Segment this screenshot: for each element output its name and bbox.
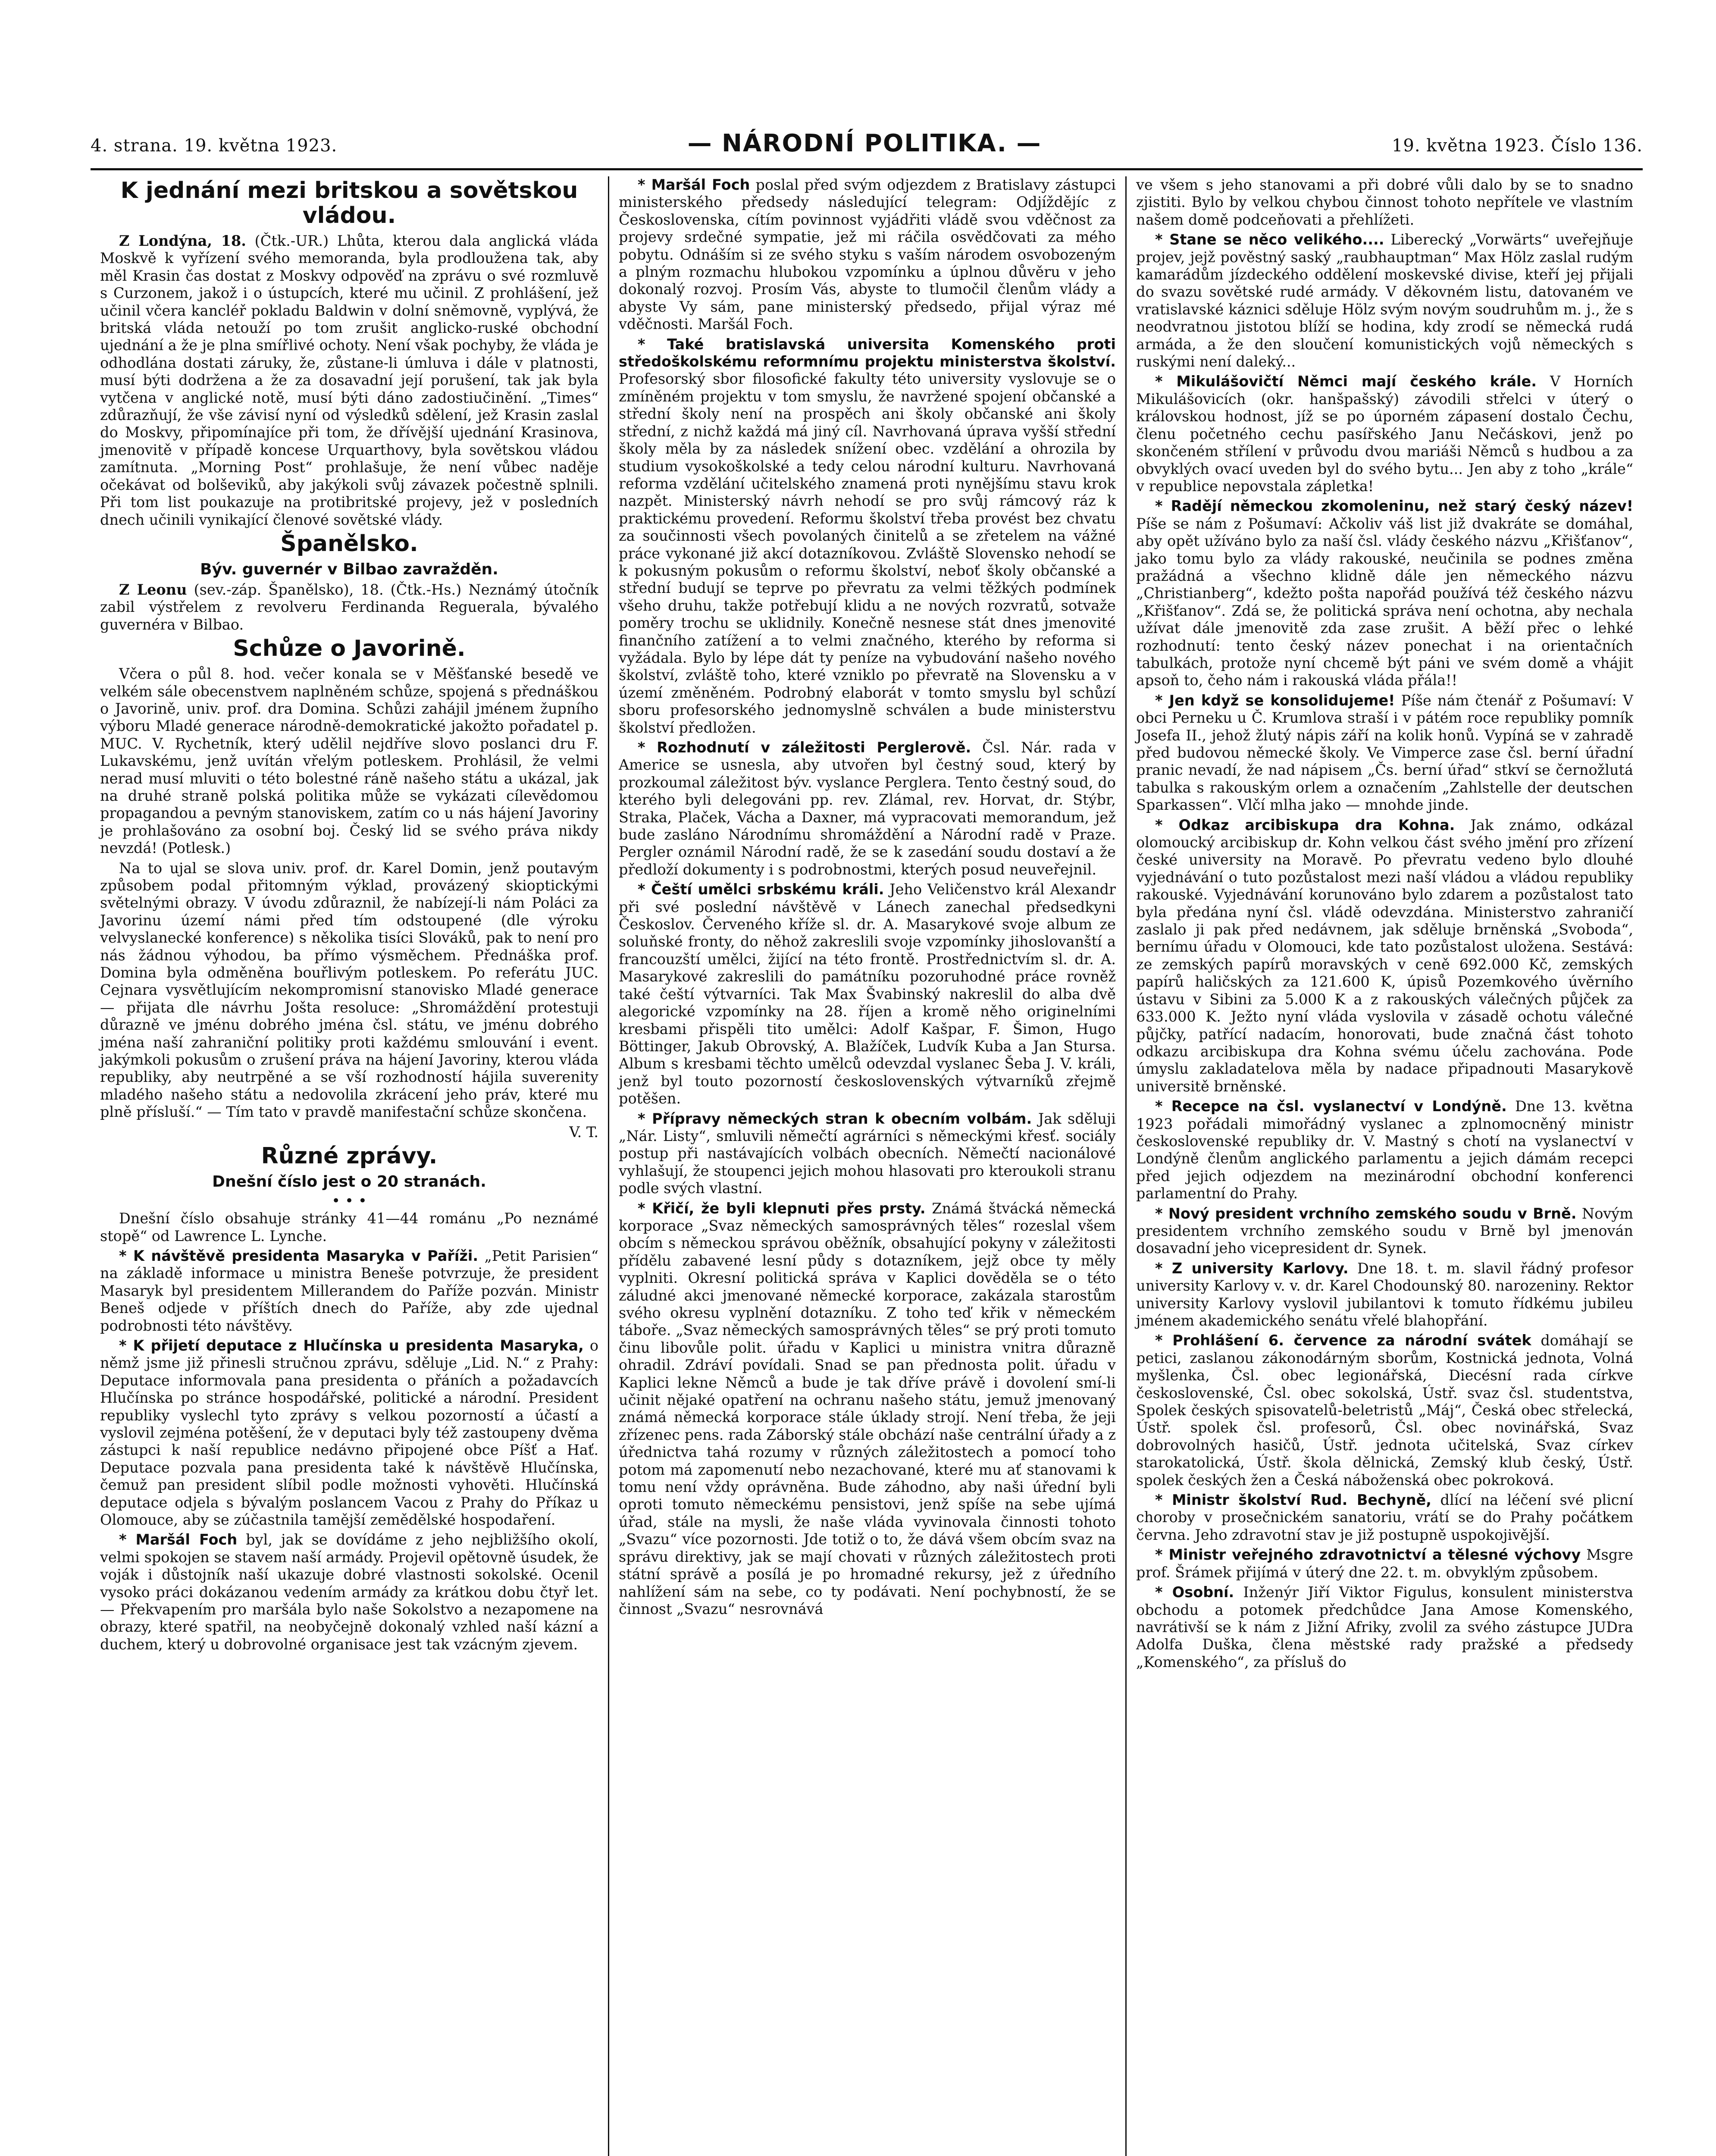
news-item-head: * Nový president vrchního zemského soudu v Brně. [1155,1205,1577,1222]
signature-text: V. T. [569,1123,598,1141]
article-paragraph: Na to ujal se slova univ. prof. dr. Karel Domin, jenž poutavým způsobem podal přitomným výklad, provázený skioptickými světelnými obrazy. V úvodu zdůraznil, že nabízejí-li nám Poláci za Javorinu území námi před tím odstoupené (dle výroku velvyslanecké konference) s několika tisíci Slováků, pak to není pro nás žádnou výhodou, ba přímo výsměchem. Přednáška prof. Domina byla odměněna bouřlivým potleskem. Po referátu JUC. Cejnara vysvětlujícím nekompromisní stanovisko Mladé generace — přijata dle návrhu Jošta resoluce: „Shromáždění protestuji důrazně ve jménu dobrého jména čsl. státu, ve jménu dobrého jména naší zahraniční politiky proti každému smlouvání i event. jakýmkoli pokusům o zrušení práva na hájení Javoriny, kterou vláda republiky, aby neutrpěné a se vší rozhodností hájila suverenity mladého našeho státu a nedovolila zkrácení jeho práv, které mu plně přísluší.“ — Tím tato v pravdě manifestační schůze skončena. [100,859,598,1121]
article-paragraph [100,581,598,633]
masthead-issue: 19. května 1923. Číslo 136. [1391,136,1643,156]
news-item [1136,817,1633,1096]
news-item-head: * Z university Karlovy. [1155,1260,1349,1277]
article-signature [100,1124,598,1141]
article-subtitle-bilbao: Býv. guvernér v Bilbao zavražděn. [200,560,498,578]
section-title-news: Různé zprávy. [261,1143,438,1169]
news-item-head: * Čeští umělci srbskému králi. [638,881,884,898]
news-item [1136,1205,1633,1257]
separator-dots: • • • [332,1192,367,1210]
news-item-text: Profesorský sbor filosofické fakulty této university vyslovuje se o zmíněném projektu v tom smyslu, že navržené spojení občanské a střední školy není na prospěch ani školy občanské ani školy střední, z nichž každá má jiný cíl. Navrhovaná úprava vyšší střední školy měla by za následek snížení obec. vzdělání a ohrozila by studium vysokoškolské a tedy celou národní kulturu. Navrhovaná reforma vzdělání učitelského znamená proti nynějšímu stavu krok nazpět. Ministerský návrh nehodí se pro svůj rámcový ráz k praktickému provedení. Reformu školství třeba provést bez chvatu za součinnosti všech povolaných činitelů a se zřetelem na vážné práce vykonané již akcí dotazníkovou. Zvláště Slovensko nehodí se k pokusným pokusům o reformu školství, neboť školy občanské a střední budují se teprve po převratu za velmi těžkých podmínek všeho druhu, takže potřebují klidu a ne nových rozvratů, sotvaže poměry trochu se uklidnily. Konečně nesnese stát dnes jmenovité finančního zatížení a to velmi značného, kterého by reforma si vyžádala. Bylo by lépe dát ty peníze na vybudování našeho nového školství, zvláště toho, které vzniklo po převratě na Slovensku a v území změněném. Podrobný elaborát v tomto smyslu byl schůzí sboru profesorského jednomyslně schválen a bude ministerstvu školství předložen. [619,370,1116,736]
news-item-head: * Mikulášovičtí Němci mají českého krále. [1155,373,1537,390]
dateline: Z Londýna, 18. [119,232,246,249]
column-3 [1125,176,1643,2156]
masthead [91,129,1643,168]
article-paragraph [100,232,598,529]
news-item [619,739,1116,878]
news-item-text: Známá štvácká německá korporace „Svaz německých samosprávných těles“ rozeslal všem obcím s německou správou oběžník, obsahující pokyny v záležitosti přídělu zabavené lesní půdy s dotazníkem, jejž obce ty měly vyplniti. Okresní politická správa v Kaplici dověděla se o této záludné akci jmenované německé korporace, zakázala starostům svého okresu vyplnění dotazníku. Z toho teď křik v německém táboře. „Svaz německých samosprávných těles“ se prý proti tomuto činu libovůle polit. úřadu v Kaplici u ministra vnitra důrazně ohradil. Zdráví povídali. Snad se pan přednosta polit. úřadu v Kaplici lekne Němců a bude je tak dříve právě i dovolení smí-li učinit nějaké opatření na ochranu našeho státu, jemuž jmenovaný známá německá korporace stále úklady strojí. Není třeba, že jeji zřízenec pens. rada Záborský stále obchází naše centrální úřady a z úřednictva tahá rozumy v různých záležitostech a pomocí toho potom má zapomenutí nebo nezachované, které mu ať stanovami k tomu není vždy oprávněna. Bude záhodno, aby naši úřední byli oproti tomuto německému pensistovi, jenž spíše na sebe ujímá úřad, stále na mysli, že naše vláda vyvinovala činnosti tohoto „Svazu“ více pozornosti. Jde totiž o to, že dává všem obcím svaz na správu direktivy, jak se mají chovati v různých záležitostech proti státní správě a posílá je po hromadné rekursy, jež z úředního nahlížení sám na sebe, co ty podávati. Není pochybností, že se činnost „Svazu“ nesrovnává [619,1200,1116,1617]
article-title-spain: Španělsko. [280,530,418,557]
news-item-head: * Stane se něco velikého.... [1155,231,1384,248]
news-item-text: „Petit Parisien“ na základě informace u ministra Beneše potvrzuje, že president Masaryk byl presidentem Millerandem do Paříže pozván. Ministr Beneš odjede v příštích dnech do Paříže, aby zde ujednal podrobnosti této návštěvy. [100,1247,598,1334]
news-item [1136,231,1633,370]
columns [91,176,1643,2156]
news-item-text: Dne 13. května 1923 pořádali mimořádný vyslanec a zplnomocněný ministr československé republiky dr. V. Mastný s chotí na vyslanectví v Londýně členům anglického parlamentu a jejich dámám recepci před jejich odjezdem na mezinárodní obchodní konferenci parlamentní do Prahy. [1136,1098,1633,1202]
news-item [1136,1492,1633,1544]
news-item-head: * Recepce na čsl. vyslanectví v Londýně. [1155,1098,1507,1115]
news-item-head: * Rozhodnutí v záležitosti Perglerově. [638,739,971,756]
news-item-text: Čsl. Nár. rada v Americe se usnesla, aby utvořen byl čestný soud, který by prozkoumal záležitost býv. vyslance Perglera. Tento čestný soud, do kterého byli delegováni pp. rev. Zlámal, rev. Horvat, dr. Stýbr, Straka, Plaček, Vácha a Daxner, má vypracovati memorandum, jež bude zasláno Národnímu shromáždění a Národní radě v Praze. Pergler oznámil Národní radě, že se k zasedání soudu dostaví a že předloží dokumenty i s podrobnostmi, kterých posud neuveřejnil. [619,739,1116,878]
news-item [1136,692,1633,814]
news-item-head: * Jen když se konsolidujeme! [1155,692,1395,709]
news-item-head: * K přijetí deputace z Hlučínska u presidenta Masaryka, [119,1337,584,1354]
article-title-javorina: Schůze o Javorině. [233,636,466,662]
news-item-head: * Radějí německou zkomoleninu, než starý český název! [1155,498,1633,515]
news-item [1136,1546,1633,1581]
section-subtitle-pages: Dnešní číslo jest o 20 stranách. [212,1173,486,1191]
news-item-head: * Ministr veřejného zdravotnictví a tělesné výchovy [1155,1546,1581,1564]
article-title-britain-soviet: K jednání mezi britskou a sovětskou vládou. [120,178,578,229]
news-item-text: Liberecký „Vorwärts“ uveřejňuje projev, jejž pověstný saský „raubhauptman“ Max Hölz zaslal rudým kamarádům jízdeckého oddělení moskevské divise, kteří jej přijali do svazu sovětské rudé armády. V děkovném listu, datovaném ve vratislavské káznici sděluje Hölz svým novým soudruhům m. j., že s neodvratnou jistotou blíží se hodina, kdy zrodí se německá rudá armáda, a že den sloučení komunistických vojů německých s ruskými není daleký... [1136,231,1633,370]
news-item-head: * K návštěvě presidenta Masaryka v Paříži. [119,1247,479,1264]
news-item [619,336,1116,736]
dateline: Z Leonu [119,581,187,598]
news-item [1136,1584,1633,1671]
news-item [619,176,1116,333]
news-item-text: Píše se nám z Pošumaví: Ačkoliv váš list již dvakráte se domáhal, aby opět užíváno bylo za naší čsl. vlády českého názvu „Křišťanov“, jako tomu bylo za vlády rakouské, neučinila se podnes změna pražádná a všechno klidně dále jen německého názvu „Christianberg“, kdežto pošta napořád používá též českého názvu „Křišťanov“. Zdá se, že politická správa není ochotna, aby nechala užívat dále jmenovitě zda zase zrušit. A běží přec o lehké rozhodnutí: tento český název ponechat i na orientačních tabulkách, protože nyní chcemě být páni ve svém domě a vhájit apsoň to, čeho nám i rakouská vláda přála!! [1136,515,1633,689]
news-item [619,1200,1116,1618]
news-item-text: poslal před svým odjezdem z Bratislavy zástupci ministerského předsedy následující telegram: Odjíždějíc z Československa, cítím povinnost vyjádřiti vládě svou vděčnost za projevy srdečné sympatie, jež mi ráčila osvědčovati za mého pobytu. Odnáším si ze svého styku s vaším národem osvobozeným a plným rozmachu hlubokou vzpomínku a úplnou důvěru v jeho dokonalý rozvoj. Prosím Vás, abyste to tlumočil členům vlády a abyste Vy sám, pane ministerský předsedo, přijal výraz mé vděčnosti. Maršál Foch. [619,176,1116,333]
news-item-head: * Maršál Foch [638,176,750,193]
paragraph-text: (Čtk.-UR.) Lhůta, kterou dala anglická vláda Moskvě k vyřízení svého memoranda, byla prodloužena tak, aby měl Krasin čas dostat z Moskvy odpověď na zprávu o své rozmluvě s Curzonem, jakož i o ústupcích, které mu učinil. Z prohlášení, jež učinil včera kancléř pokladu Baldwin v dolní sněmovně, vyplývá, že britská vláda netouží po tom zrušit anglicko-ruské obchodní ujednání a že je plna smířlivé ochoty. Není však pochyby, že vláda je odhodlána dostati záruky, že, zůstane-li úmluva i dále v platnosti, musí býti dodržena a že za dosavadní její porušení, tak jak byla vytčena v anglické notě, musí býti dáno zadostiučinění. „Times“ zdůrazňují, že vše závisí nyní od výsledků sdělení, jež Krasin zaslal do Moskvy, připomínajíce při tom, že dřívější ujednání Krasinova, jmenovitě v případě koncese Urquarthovy, byla sovětskou vládou zamítnuta. „Morning Post“ prohlašuje, že není vůbec naděje očekávat od bolševiků, aby jakýkoli svůj závazek počestně splnili. Při tom list poukazuje na protibritské projevy, jež v posledních dnech učinili vynikající členové sovětské vlády. [100,232,598,528]
news-item [100,1531,598,1653]
news-item-text: Jak známo, odkázal olomoucký arcibiskup dr. Kohn velkou část svého jmění pro zřízení české university na Moravě. Po převratu vedeno bylo dlouhé vyjednávání o tuto pozůstalost mezi naší vládou a vládou republiky rakouské. Vyjednávání korunováno bylo zdarem a pozůstalost tato byla předána nyní čsl. vládě odevzdána. Ministerstvo zahraničí zaslalo ji pak před nedávnem, jak sděluje brněnská „Svoboda“, bernímu úřadu v Olomouci, kde tato pozůstalost uložena. Sestává: ze zemských papírů moravských v ceně 692.000 Kč, zemských papírů haličských za 121.600 K, úpisů Pozemkového úvěrního ústavu v Sibini za 5.000 K a z rakouských válečných půjček za 633.000 K. Ježto nyní vláda vyslovila v zásadě ochotu válečné půjčky, patřící nadacím, honorovati, bude značná část tohoto odkazu arcibiskupa dra Kohna svému účelu zachována. Pode úmyslu zakladatelova měla by nadace připadnouti Masarykově universitě brněnské. [1136,816,1633,1095]
news-item-head: * Ministr školství Rud. Bechyně, [1155,1492,1431,1509]
news-item [1136,1260,1633,1330]
news-item-head: * Maršál Foch [119,1531,238,1548]
masthead-title: — NÁRODNÍ POLITIKA. — [687,129,1042,157]
news-item-text: dlící na léčení své plicní choroby v prosečnickém sanatoriu, vrátí se do Prahy počátkem června. Jeho zdravotní stav je již postupně uspokojivější. [1136,1492,1633,1543]
news-item-continued: ve všem s jeho stanovami a při dobré vůli dalo by se to snadno zjistiti. Bylo by velkou chybou činnost tohoto nepřítele ve vlastním našem domě podceňovati a přehlížeti. [1136,176,1633,228]
news-item-head: * Osobní. [1155,1584,1234,1601]
news-item-text: domáhají se petici, zaslanou zákonodárným sborům, Kostnická jednota, Volná myšlenka, Čsl. obec legionářská, Diecésní rada církve československé, Čsl. obec sokolská, Ústř. svaz čsl. studentstva, Spolek českých spisovatelů-beletristů „Máj“, Česká obec střelecká, Ústř. spolek čsl. profesorů, Čsl. obec novinářská, Svaz dobrovolných hasičů, Ústř. jednota učitelská, Svaz církev starokatolická, Ústř. škola dělnická, Zemský klub český, Ústř. spolek českých žen a Česká náboženská obec pokroková. [1136,1332,1634,1489]
news-item-text: Msgre prof. Šrámek přijímá v úterý dne 22. t. m. obvyklým způsobem. [1136,1546,1633,1581]
article-paragraph: Dnešní číslo obsahuje stránky 41—44 románu „Po neznámé stopě“ od Lawrence L. Lynche. [100,1210,598,1244]
news-item-head: * Prohlášení 6. července za národní svátek [1155,1332,1531,1349]
masthead-rule [91,168,1643,170]
news-item-text: Jak sděluji „Nár. Listy“, smluvili němečtí agrárníci s německými křesť. sociály postup při nastávajících volbách obecních. Němečtí nacionálové vyhlašují, že stoupenci jejich mohou hlasovati pro kteroukoli stranu podle svých vlastní. [619,1110,1116,1197]
news-item-head: * Přípravy německých stran k obecním volbám. [638,1110,1032,1127]
news-item [1136,1098,1633,1202]
news-item-head: * Křičí, že byli klepnuti přes prsty. [638,1200,926,1217]
news-item [619,881,1116,1107]
news-item-text: Dne 18. t. m. slavil řádný profesor university Karlovy v. v. dr. Karel Chodounský 80. narozeniny. Rektor university Karlovy vyslovil jubilantovi k tomuto řídkému jubileu jménem akademického senátu vřelé blahopřání. [1136,1260,1634,1329]
news-item-text: Jeho Veličenstvo král Alexandr při své poslední návštěvě v Lánech zanechal předsedkyni Českoslov. Červeného kříže sl. dr. A. Masarykové svoje album ze soluňské fronty, do něhož zakreslili svoje vzpomínky jihoslovanští a francouzští umělci, žijící na této frontě. Prostřednictvím sl. dr. A. Masarykové zakreslili do památníku pozoruhodné práce rovněž také čeští výtvarníci. Tak Max Švabinský nakreslil do alba dvě alegorické vzpomínky na 28. říjen a kromě něho originelními kresbami přispěli tito umělci: Adolf Kašpar, F. Šimon, Hugo Böttinger, Jakub Obrovský, A. Blažíček, Ludvík Kuba a Jan Stursa. Album s kresbami těchto umělců odevzdal vyslanec Šeba J. V. králi, jenž byl touto pozorností československých výtvarníků zřejmě potěšen. [619,881,1116,1107]
column-1 [91,176,608,2156]
news-item [100,1247,598,1335]
news-item-text: Píše nám čtenář z Pošumaví: V obci Perneku u Č. Krumlova straší i v pátém roce republiky pomník Josefa II., jehož žlutý nápis září na kolik honů. Vypíná se v zahradě před budovou německé školy. Ve Vimperce zase čsl. berní úřadní pranic nevadí, že nad nápisem „Čs. berní úřad“ stkví se černožlutá tabulka s rakouským orlem a označením „Zahlstelle der deutschen Sparkassen“. Vlčí mlha jako — mnohde jinde. [1136,692,1633,814]
news-item-text: o němž jsme již přinesli stručnou zprávu, sděluje „Lid. N.“ z Prahy: Deputace informovala pana presidenta o přáních a požadavcích Hlučínska po stránce hospodářské, politické a národní. President republiky vyslechl tyto zprávy s velkou pozorností a účastí a vyslovil zejména potěšení, že v deputaci byly též zastoupeny dvěma zástupci k naší republice nedávno připojené obce Píšť a Hať. Deputace pozvala pana presidenta také k návštěvě Hlučínska, čemuž pan president slíbil podle možnosti vyhověti. Hlučínská deputace odjela s bývalým poslancem Vacou z Prahy do Příkaz u Olomouce, aby se zúčastnila tamější zemědělské hospodaření. [100,1337,598,1528]
news-item-text: Inženýr Jiří Viktor Figulus, konsulent ministerstva obchodu a potomek předchůdce Jana Amose Komenského, navrátivší se k nám z Jižní Afriky, zvolil za svého zástupce JUDra Adolfa Duška, člena městské rady pražské a předsedy „Komenského“, za přísluš do [1136,1584,1633,1670]
paragraph-text: (sev.-záp. Španělsko), 18. (Čtk.-Hs.) Neznámý útočník zabil výstřelem z revolveru Ferdinanda Reguerala, bývalého guvernéra v Bilbao. [100,581,598,633]
news-item-text: byl, jak se dovídáme z jeho nejbližšího okolí, velmi spokojen se stavem naší armády. Projevil opětovně úsudek, že voják i důstojník naší ukazuje dobré vlastnosti sokolské. Ocenil vysoko práci dokázanou vedením armády za krátkou dobu čtyř let. — Překvapením pro maršála bylo naše Sokolstvo a nezapomene na obrazy, které spatřil, na neobyčejně dokonalý vzhled naší kázní a duchem, který u dobrovolné organisace jest tak vzácným zjevem. [100,1531,598,1653]
column-2 [608,176,1125,2156]
news-item [1136,1332,1633,1489]
news-item [1136,373,1633,495]
news-item-text: V Horních Mikulášovicích (okr. hanšpašský) závodili střelci v úterý o královskou hodnost, jíž se po úporném zápasení dostalo Čechu, členu početného cechu pasířského Janu Nečáskovi, jenž po skončeném střílení v průvodu dvou mariáši Němců s hudbou a za obvyklých ovací uveden byl do svého bytu... Jen aby z toho „krále“ v republice nepovstala zápletka! [1136,373,1633,495]
masthead-page-date: 4. strana. 19. května 1923. [91,136,338,156]
news-item-head: * Odkaz arcibiskupa dra Kohna. [1155,816,1455,834]
news-item-text: Novým presidentem vrchního zemského soudu v Brně byl jmenován dosavadní jeho vicepresident dr. Synek. [1136,1205,1633,1257]
news-item-head: * Také bratislavská universita Komenského proti středoškolskému reformnímu projektu ministerstva školství. [619,335,1116,370]
news-item [1136,498,1633,689]
news-item [619,1110,1116,1197]
news-item [100,1337,598,1529]
article-paragraph: Včera o půl 8. hod. večer konala se v Měšťanské besedě ve velkém sále obecenstvem naplněném schůze, spojená s přednáškou o Javorině, univ. prof. dra Domina. Schůzi zahájil jménem župního výboru Mladé generace národně-demokratické jakožto pořadatel p. MUC. V. Rychetník, který udělil nejdříve slovo poslanci dru F. Lukavskému, jenž uvítán vřelým potleskem. Prohlásil, že velmi nerad musí mluviti o této bolestné ráně našeho státu a ukázal, jak na druhé straně polská politika může se vykázati cílevědomou propagandou a pevným stanoviskem, zatím co u nás hájení Javoriny je prohlašováno za osobní boj. Český lid se svého práva nikdy nevzdá! (Potlesk.) [100,665,598,857]
